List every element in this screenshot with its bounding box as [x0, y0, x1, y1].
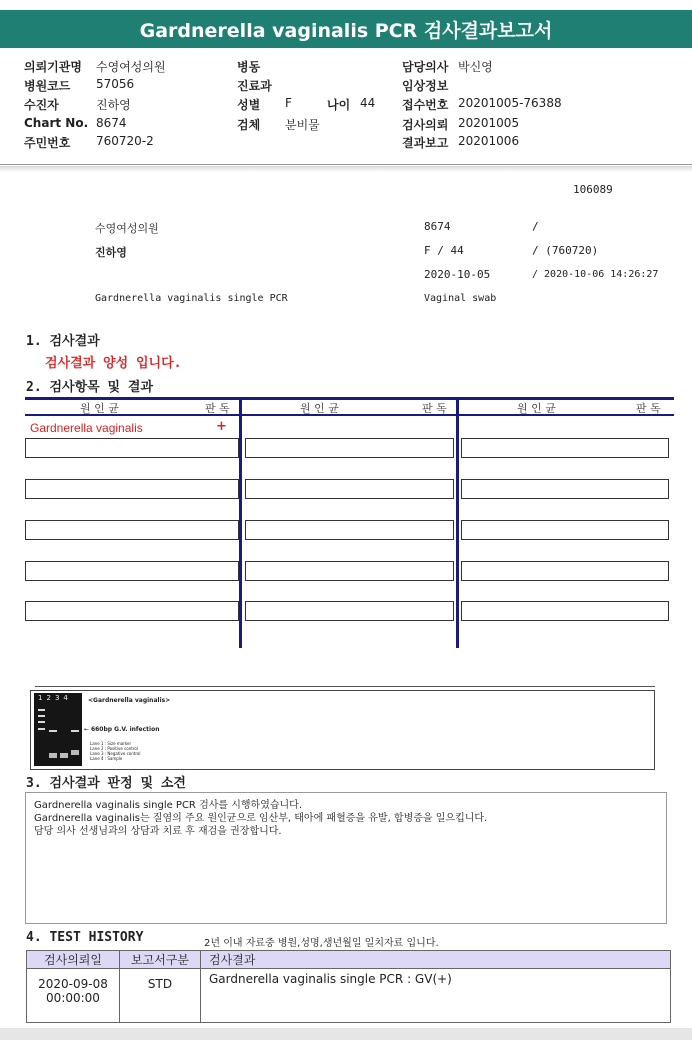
result-label: 결과보고 — [402, 136, 449, 150]
page-bottom-bar — [0, 1028, 692, 1040]
result-box — [25, 438, 239, 458]
result-date: 20201006 — [458, 134, 520, 148]
info-patient: 진하영 — [95, 246, 127, 259]
section3-heading: 3. 검사결과 판정 및 소견 — [26, 776, 186, 791]
result-box — [25, 601, 239, 621]
gel-band-primer-2 — [49, 753, 57, 758]
positive-result: 검사결과 양성 입니다. — [45, 356, 182, 371]
history-type: STD — [120, 969, 201, 1023]
result-box — [461, 438, 669, 458]
table-header-rule — [25, 414, 674, 416]
result-box — [25, 561, 239, 581]
judgement-value: + — [216, 419, 227, 434]
result-box — [461, 520, 669, 540]
col-organism-2: 원 인 균 — [300, 402, 339, 415]
history-table — [26, 950, 671, 1023]
result-box — [245, 561, 454, 581]
request-date: 20201005 — [458, 116, 520, 130]
result-box — [245, 479, 454, 499]
gel-arrow-label: ← 660bp G.V. infection — [84, 726, 160, 733]
gel-band-ladder-1 — [38, 709, 45, 711]
info-specimen: Vaginal swab — [424, 293, 497, 304]
table-column-rule-2 — [456, 400, 459, 648]
patient-label: 수진자 — [24, 98, 59, 112]
result-box — [25, 520, 239, 540]
age-label: 나이 — [327, 98, 351, 112]
gel-top-rule — [35, 686, 655, 687]
info-slash: / — [532, 220, 539, 233]
table-column-rule-1 — [239, 400, 242, 648]
rrn-label: 주민번호 — [24, 136, 71, 150]
institution-label: 의뢰기관명 — [24, 60, 82, 74]
organism-name: Gardnerella vaginalis — [30, 421, 143, 435]
gel-band-sample — [71, 730, 79, 732]
gel-band-primer-4 — [71, 750, 79, 755]
result-box — [461, 561, 669, 581]
specimen-label: 검체 — [237, 118, 261, 132]
history-col-result: 검사결과 — [201, 951, 671, 969]
col-judgement-1: 판 독 — [205, 402, 230, 415]
info-date: 2020-10-05 — [424, 268, 491, 281]
info-datetime: / 2020-10-06 14:26:27 — [532, 269, 659, 280]
sex-label: 성별 — [237, 98, 261, 112]
section1-heading: 1. 검사결과 — [26, 334, 100, 349]
result-box — [245, 438, 454, 458]
history-note: 2년 이내 자료중 병원,성명,생년월일 일치자료 입니다. — [204, 938, 439, 949]
header-shadow — [0, 166, 692, 172]
report-code: 106089 — [573, 183, 613, 196]
findings-text: Gardnerella vaginalis single PCR 검사를 시행하였습니다. Gardnerella vaginalis는 질염의 주요 원인균으로 임산부, 태아에 패혈증을 유발, 합병증을 일으킵니다. 담당 의사 선생님과의 상담과 치료 후 재검을 권장합니다. — [34, 800, 488, 837]
result-box — [245, 520, 454, 540]
chart-value: 8674 — [96, 116, 127, 130]
gel-band-ladder-4 — [38, 728, 45, 730]
rrn-value: 760720-2 — [96, 134, 154, 148]
receipt-label: 접수번호 — [402, 98, 449, 112]
gel-lane-numbers: 1234 — [38, 694, 72, 702]
gel-band-ladder-2 — [38, 715, 45, 717]
result-box — [461, 479, 669, 499]
findings-box — [25, 792, 667, 924]
receipt-value: 20201005-76388 — [458, 96, 562, 110]
history-col-date: 검사의뢰일 — [27, 951, 120, 969]
gel-title: <Gardnerella vaginalis> — [88, 697, 171, 704]
info-clinic: 수영여성의원 — [95, 222, 159, 235]
col-judgement-2: 판 독 — [422, 402, 447, 415]
col-organism-1: 원 인 균 — [80, 402, 119, 415]
dept-label: 진료과 — [237, 79, 272, 93]
result-box — [25, 479, 239, 499]
doctor-value: 박신영 — [458, 60, 493, 74]
institution-value: 수영여성의원 — [96, 60, 166, 74]
result-box — [245, 601, 454, 621]
sex-value: F — [285, 96, 292, 110]
clinical-label: 임상정보 — [402, 79, 449, 93]
info-birth: / (760720) — [532, 244, 599, 257]
col-organism-3: 원 인 균 — [517, 402, 556, 415]
history-col-type: 보고서구분 — [120, 951, 201, 969]
hospital-code-label: 병원코드 — [24, 79, 71, 93]
gel-band-primer-3 — [60, 753, 68, 758]
specimen-value: 분비물 — [285, 118, 320, 132]
history-row — [27, 969, 671, 1023]
age-value: 44 — [360, 96, 376, 110]
patient-value: 진하영 — [96, 98, 131, 112]
request-label: 검사의뢰 — [402, 118, 449, 132]
hospital-code-value: 57056 — [96, 77, 135, 91]
gel-image — [34, 693, 82, 766]
ward-label: 병동 — [237, 60, 261, 74]
table-top-rule — [25, 397, 674, 400]
report-title: Gardnerella vaginalis PCR 검사결과보고서 — [0, 10, 692, 48]
header-divider — [0, 164, 692, 165]
history-date: 2020-09-08 00:00:00 — [27, 969, 120, 1023]
info-test-name: Gardnerella vaginalis single PCR — [95, 293, 288, 304]
col-judgement-3: 판 독 — [636, 402, 661, 415]
info-chart: 8674 — [424, 220, 451, 233]
gel-band-positive — [49, 730, 57, 732]
chart-label: Chart No. — [24, 116, 89, 130]
history-result: Gardnerella vaginalis single PCR : GV(+) — [201, 969, 671, 1023]
gel-band-ladder-3 — [38, 721, 45, 723]
doctor-label: 담당의사 — [402, 60, 449, 74]
section2-heading: 2. 검사항목 및 결과 — [26, 380, 154, 395]
result-box — [461, 601, 669, 621]
gel-legend: Lane 1 : Size marker Lane 2 : Positive control Lane 3 : Negative control Lane 4 : Sample — [90, 741, 141, 761]
info-sex-age: F / 44 — [424, 244, 464, 257]
section4-heading: 4. TEST HISTORY — [26, 930, 144, 945]
